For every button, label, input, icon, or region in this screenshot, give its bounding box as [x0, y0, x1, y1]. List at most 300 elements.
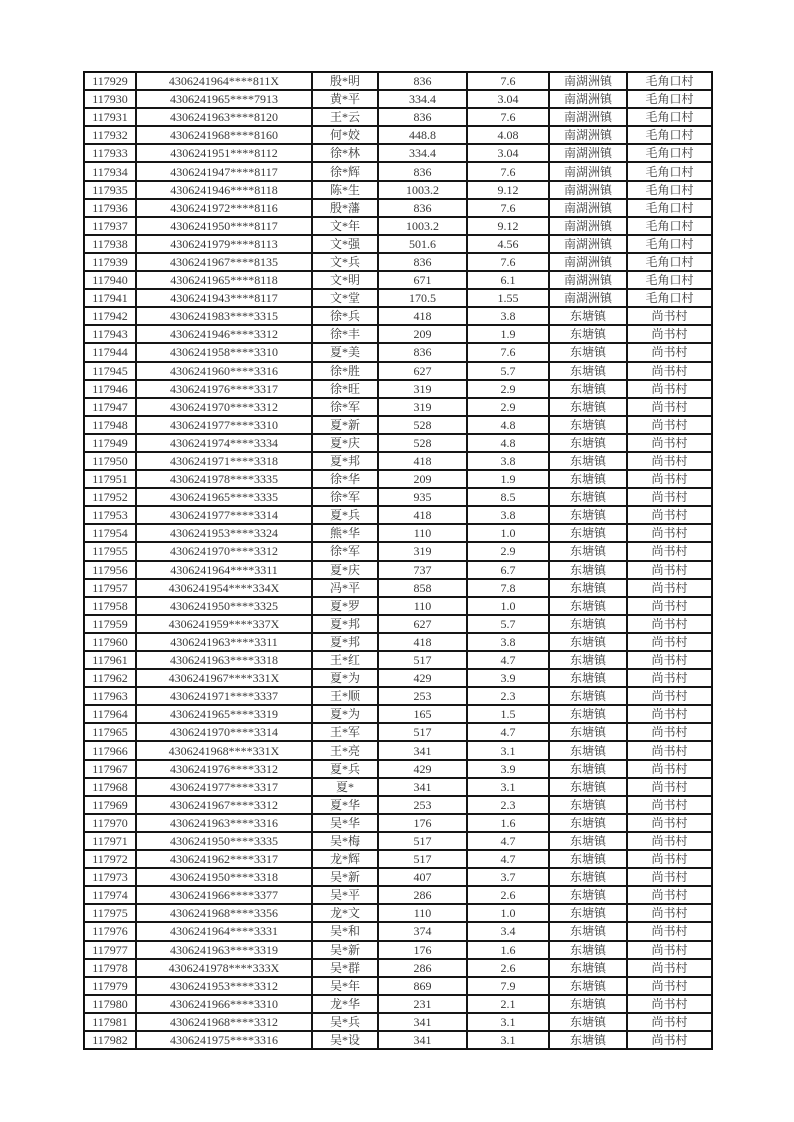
- cell-amount: 231: [378, 995, 467, 1013]
- cell-name: 夏*罗: [312, 597, 378, 615]
- cell-name: 徐*旺: [312, 380, 378, 398]
- cell-town: 东塘镇: [549, 814, 627, 832]
- cell-serial-number: 117931: [84, 108, 136, 126]
- cell-serial-number: 117969: [84, 796, 136, 814]
- cell-area: 8.5: [467, 488, 549, 506]
- cell-name: 徐*辉: [312, 162, 378, 180]
- cell-name: 夏*邦: [312, 452, 378, 470]
- table-row: [84, 126, 712, 144]
- table-row: [84, 597, 712, 615]
- cell-masked-id: 4306241977****3317: [136, 778, 312, 796]
- cell-town: 东塘镇: [549, 651, 627, 669]
- cell-serial-number: 117934: [84, 162, 136, 180]
- cell-serial-number: 117966: [84, 741, 136, 759]
- cell-area: 4.7: [467, 850, 549, 868]
- cell-masked-id: 4306241974****3334: [136, 434, 312, 452]
- table-row: [84, 253, 712, 271]
- cell-serial-number: 117956: [84, 561, 136, 579]
- table-row: [84, 289, 712, 307]
- cell-town: 东塘镇: [549, 868, 627, 886]
- cell-town: 南湖洲镇: [549, 271, 627, 289]
- cell-amount: 501.6: [378, 235, 467, 253]
- cell-village: 毛角口村: [627, 199, 712, 217]
- cell-masked-id: 4306241946****3312: [136, 325, 312, 343]
- cell-town: 东塘镇: [549, 1031, 627, 1049]
- cell-area: 4.56: [467, 235, 549, 253]
- cell-area: 1.55: [467, 289, 549, 307]
- cell-name: 王*顺: [312, 687, 378, 705]
- cell-town: 南湖洲镇: [549, 144, 627, 162]
- cell-name: 殷*藩: [312, 199, 378, 217]
- table-row: [84, 162, 712, 180]
- cell-amount: 858: [378, 579, 467, 597]
- table-row: [84, 850, 712, 868]
- table-row: [84, 72, 712, 90]
- cell-masked-id: 4306241964****811X: [136, 72, 312, 90]
- cell-town: 东塘镇: [549, 362, 627, 380]
- cell-serial-number: 117945: [84, 362, 136, 380]
- cell-name: 文*兵: [312, 253, 378, 271]
- cell-amount: 176: [378, 941, 467, 959]
- cell-masked-id: 4306241958****3310: [136, 343, 312, 361]
- cell-name: 熊*华: [312, 524, 378, 542]
- cell-amount: 528: [378, 416, 467, 434]
- cell-amount: 418: [378, 633, 467, 651]
- cell-area: 7.6: [467, 72, 549, 90]
- cell-masked-id: 4306241967****3312: [136, 796, 312, 814]
- cell-amount: 418: [378, 307, 467, 325]
- cell-name: 王*云: [312, 108, 378, 126]
- cell-serial-number: 117933: [84, 144, 136, 162]
- cell-name: 文*年: [312, 217, 378, 235]
- cell-masked-id: 4306241972****8116: [136, 199, 312, 217]
- cell-town: 东塘镇: [549, 325, 627, 343]
- cell-town: 南湖洲镇: [549, 235, 627, 253]
- cell-town: 东塘镇: [549, 705, 627, 723]
- cell-masked-id: 4306241976****3317: [136, 380, 312, 398]
- cell-village: 尚书村: [627, 868, 712, 886]
- cell-area: 7.6: [467, 253, 549, 271]
- cell-amount: 341: [378, 778, 467, 796]
- cell-amount: 209: [378, 470, 467, 488]
- cell-village: 尚书村: [627, 434, 712, 452]
- cell-name: 夏*庆: [312, 434, 378, 452]
- cell-amount: 448.8: [378, 126, 467, 144]
- cell-masked-id: 4306241959****337X: [136, 615, 312, 633]
- cell-name: 文*堂: [312, 289, 378, 307]
- cell-name: 夏*美: [312, 343, 378, 361]
- table-row: [84, 705, 712, 723]
- cell-town: 东塘镇: [549, 904, 627, 922]
- cell-masked-id: 4306241963****3316: [136, 814, 312, 832]
- table-row: [84, 778, 712, 796]
- cell-village: 尚书村: [627, 488, 712, 506]
- cell-name: 黄*平: [312, 90, 378, 108]
- cell-town: 南湖洲镇: [549, 72, 627, 90]
- table-row: [84, 796, 712, 814]
- cell-masked-id: 4306241976****3312: [136, 760, 312, 778]
- cell-serial-number: 117965: [84, 723, 136, 741]
- cell-serial-number: 117930: [84, 90, 136, 108]
- cell-amount: 165: [378, 705, 467, 723]
- cell-amount: 334.4: [378, 144, 467, 162]
- cell-serial-number: 117946: [84, 380, 136, 398]
- cell-name: 陈*生: [312, 181, 378, 199]
- cell-serial-number: 117939: [84, 253, 136, 271]
- cell-serial-number: 117980: [84, 995, 136, 1013]
- cell-serial-number: 117932: [84, 126, 136, 144]
- cell-amount: 836: [378, 162, 467, 180]
- table-row: [84, 181, 712, 199]
- cell-name: 王*红: [312, 651, 378, 669]
- cell-area: 3.4: [467, 922, 549, 940]
- cell-village: 尚书村: [627, 977, 712, 995]
- cell-amount: 341: [378, 1031, 467, 1049]
- cell-area: 2.9: [467, 380, 549, 398]
- cell-area: 7.6: [467, 162, 549, 180]
- cell-amount: 737: [378, 561, 467, 579]
- cell-name: 吴*群: [312, 959, 378, 977]
- cell-amount: 429: [378, 760, 467, 778]
- cell-town: 东塘镇: [549, 941, 627, 959]
- table-row: [84, 687, 712, 705]
- cell-village: 毛角口村: [627, 90, 712, 108]
- cell-area: 6.1: [467, 271, 549, 289]
- cell-masked-id: 4306241978****333X: [136, 959, 312, 977]
- cell-town: 东塘镇: [549, 922, 627, 940]
- cell-masked-id: 4306241968****331X: [136, 741, 312, 759]
- cell-serial-number: 117957: [84, 579, 136, 597]
- cell-amount: 517: [378, 850, 467, 868]
- cell-masked-id: 4306241968****3356: [136, 904, 312, 922]
- cell-name: 吴*兵: [312, 1013, 378, 1031]
- cell-amount: 1003.2: [378, 181, 467, 199]
- cell-village: 尚书村: [627, 615, 712, 633]
- cell-village: 尚书村: [627, 325, 712, 343]
- cell-village: 尚书村: [627, 669, 712, 687]
- table-row: [84, 904, 712, 922]
- cell-village: 毛角口村: [627, 126, 712, 144]
- cell-amount: 869: [378, 977, 467, 995]
- table-row: [84, 669, 712, 687]
- cell-area: 2.3: [467, 687, 549, 705]
- cell-town: 东塘镇: [549, 343, 627, 361]
- cell-name: 王*亮: [312, 741, 378, 759]
- table-row: [84, 307, 712, 325]
- cell-village: 尚书村: [627, 1031, 712, 1049]
- cell-area: 1.9: [467, 470, 549, 488]
- cell-name: 徐*军: [312, 542, 378, 560]
- cell-village: 尚书村: [627, 832, 712, 850]
- table-row: [84, 615, 712, 633]
- cell-masked-id: 4306241979****8113: [136, 235, 312, 253]
- cell-amount: 627: [378, 615, 467, 633]
- cell-serial-number: 117948: [84, 416, 136, 434]
- cell-village: 尚书村: [627, 633, 712, 651]
- cell-village: 毛角口村: [627, 271, 712, 289]
- cell-amount: 286: [378, 886, 467, 904]
- cell-village: 毛角口村: [627, 162, 712, 180]
- cell-masked-id: 4306241947****8117: [136, 162, 312, 180]
- cell-village: 尚书村: [627, 850, 712, 868]
- table-row: [84, 488, 712, 506]
- cell-amount: 627: [378, 362, 467, 380]
- cell-area: 1.0: [467, 597, 549, 615]
- cell-area: 2.9: [467, 542, 549, 560]
- table-row: [84, 633, 712, 651]
- cell-serial-number: 117935: [84, 181, 136, 199]
- cell-masked-id: 4306241963****8120: [136, 108, 312, 126]
- cell-area: 5.7: [467, 362, 549, 380]
- cell-masked-id: 4306241968****8160: [136, 126, 312, 144]
- cell-serial-number: 117941: [84, 289, 136, 307]
- cell-amount: 836: [378, 343, 467, 361]
- cell-masked-id: 4306241965****8118: [136, 271, 312, 289]
- cell-amount: 253: [378, 687, 467, 705]
- cell-area: 9.12: [467, 181, 549, 199]
- cell-town: 东塘镇: [549, 597, 627, 615]
- cell-name: 吴*年: [312, 977, 378, 995]
- cell-village: 尚书村: [627, 506, 712, 524]
- records-table: [83, 71, 713, 1050]
- cell-amount: 209: [378, 325, 467, 343]
- table-row: [84, 959, 712, 977]
- cell-serial-number: 117955: [84, 542, 136, 560]
- cell-serial-number: 117970: [84, 814, 136, 832]
- cell-village: 尚书村: [627, 760, 712, 778]
- cell-amount: 836: [378, 253, 467, 271]
- cell-village: 尚书村: [627, 343, 712, 361]
- cell-serial-number: 117963: [84, 687, 136, 705]
- cell-village: 毛角口村: [627, 289, 712, 307]
- cell-village: 尚书村: [627, 597, 712, 615]
- cell-town: 东塘镇: [549, 452, 627, 470]
- cell-masked-id: 4306241963****3311: [136, 633, 312, 651]
- cell-name: 夏*兵: [312, 760, 378, 778]
- cell-area: 3.8: [467, 307, 549, 325]
- cell-masked-id: 4306241967****8135: [136, 253, 312, 271]
- table-row: [84, 814, 712, 832]
- cell-town: 东塘镇: [549, 488, 627, 506]
- cell-serial-number: 117959: [84, 615, 136, 633]
- cell-area: 6.7: [467, 561, 549, 579]
- cell-name: 何*姣: [312, 126, 378, 144]
- cell-amount: 429: [378, 669, 467, 687]
- cell-village: 毛角口村: [627, 108, 712, 126]
- cell-masked-id: 4306241953****3312: [136, 977, 312, 995]
- cell-town: 东塘镇: [549, 524, 627, 542]
- cell-masked-id: 4306241946****8118: [136, 181, 312, 199]
- cell-serial-number: 117971: [84, 832, 136, 850]
- cell-village: 尚书村: [627, 524, 712, 542]
- cell-masked-id: 4306241962****3317: [136, 850, 312, 868]
- cell-amount: 319: [378, 542, 467, 560]
- cell-name: 夏*邦: [312, 633, 378, 651]
- table-row: [84, 868, 712, 886]
- cell-name: 徐*华: [312, 470, 378, 488]
- cell-area: 4.7: [467, 651, 549, 669]
- cell-name: 夏*为: [312, 705, 378, 723]
- table-row: [84, 199, 712, 217]
- cell-name: 徐*军: [312, 488, 378, 506]
- cell-area: 1.6: [467, 814, 549, 832]
- table-row: [84, 977, 712, 995]
- cell-masked-id: 4306241950****3318: [136, 868, 312, 886]
- cell-serial-number: 117972: [84, 850, 136, 868]
- cell-town: 东塘镇: [549, 995, 627, 1013]
- cell-town: 南湖洲镇: [549, 253, 627, 271]
- table-row: [84, 506, 712, 524]
- cell-area: 3.9: [467, 669, 549, 687]
- cell-village: 尚书村: [627, 561, 712, 579]
- cell-name: 夏*新: [312, 416, 378, 434]
- cell-area: 7.9: [467, 977, 549, 995]
- cell-area: 4.8: [467, 434, 549, 452]
- cell-serial-number: 117962: [84, 669, 136, 687]
- table-row: [84, 398, 712, 416]
- cell-serial-number: 117938: [84, 235, 136, 253]
- cell-serial-number: 117953: [84, 506, 136, 524]
- table-row: [84, 741, 712, 759]
- cell-town: 东塘镇: [549, 633, 627, 651]
- cell-serial-number: 117950: [84, 452, 136, 470]
- table-row: [84, 524, 712, 542]
- cell-serial-number: 117977: [84, 941, 136, 959]
- cell-area: 2.6: [467, 886, 549, 904]
- cell-name: 吴*和: [312, 922, 378, 940]
- cell-serial-number: 117949: [84, 434, 136, 452]
- table-row: [84, 832, 712, 850]
- cell-amount: 253: [378, 796, 467, 814]
- cell-amount: 517: [378, 832, 467, 850]
- cell-masked-id: 4306241964****3311: [136, 561, 312, 579]
- cell-serial-number: 117981: [84, 1013, 136, 1031]
- cell-masked-id: 4306241967****331X: [136, 669, 312, 687]
- cell-name: 徐*林: [312, 144, 378, 162]
- cell-name: 夏*庆: [312, 561, 378, 579]
- cell-village: 尚书村: [627, 886, 712, 904]
- cell-town: 东塘镇: [549, 760, 627, 778]
- cell-serial-number: 117929: [84, 72, 136, 90]
- cell-amount: 407: [378, 868, 467, 886]
- cell-village: 尚书村: [627, 796, 712, 814]
- cell-town: 东塘镇: [549, 506, 627, 524]
- cell-area: 3.8: [467, 633, 549, 651]
- cell-masked-id: 4306241950****8117: [136, 217, 312, 235]
- table-row: [84, 362, 712, 380]
- cell-area: 3.9: [467, 760, 549, 778]
- cell-masked-id: 4306241971****3318: [136, 452, 312, 470]
- cell-serial-number: 117968: [84, 778, 136, 796]
- cell-name: 王*军: [312, 723, 378, 741]
- cell-name: 夏*邦: [312, 615, 378, 633]
- cell-serial-number: 117943: [84, 325, 136, 343]
- cell-area: 3.8: [467, 506, 549, 524]
- table-row: [84, 886, 712, 904]
- cell-name: 文*明: [312, 271, 378, 289]
- cell-town: 东塘镇: [549, 832, 627, 850]
- cell-name: 吴*新: [312, 868, 378, 886]
- cell-name: 文*强: [312, 235, 378, 253]
- cell-masked-id: 4306241970****3312: [136, 398, 312, 416]
- cell-amount: 110: [378, 597, 467, 615]
- cell-town: 南湖洲镇: [549, 289, 627, 307]
- cell-village: 尚书村: [627, 778, 712, 796]
- table-row: [84, 542, 712, 560]
- table-row: [84, 995, 712, 1013]
- cell-town: 东塘镇: [549, 959, 627, 977]
- cell-name: 殷*明: [312, 72, 378, 90]
- cell-area: 1.9: [467, 325, 549, 343]
- table-row: [84, 941, 712, 959]
- cell-name: 冯*平: [312, 579, 378, 597]
- cell-town: 东塘镇: [549, 380, 627, 398]
- cell-town: 南湖洲镇: [549, 90, 627, 108]
- cell-town: 东塘镇: [549, 398, 627, 416]
- cell-masked-id: 4306241968****3312: [136, 1013, 312, 1031]
- cell-area: 4.7: [467, 832, 549, 850]
- cell-masked-id: 4306241954****334X: [136, 579, 312, 597]
- cell-village: 尚书村: [627, 470, 712, 488]
- table-body: [84, 72, 712, 1049]
- cell-amount: 1003.2: [378, 217, 467, 235]
- cell-town: 东塘镇: [549, 579, 627, 597]
- cell-town: 东塘镇: [549, 886, 627, 904]
- cell-area: 2.9: [467, 398, 549, 416]
- table-row: [84, 217, 712, 235]
- cell-town: 东塘镇: [549, 741, 627, 759]
- cell-serial-number: 117967: [84, 760, 136, 778]
- cell-name: 徐*兵: [312, 307, 378, 325]
- cell-name: 吴*梅: [312, 832, 378, 850]
- cell-masked-id: 4306241943****8117: [136, 289, 312, 307]
- cell-amount: 110: [378, 904, 467, 922]
- cell-village: 毛角口村: [627, 144, 712, 162]
- cell-amount: 418: [378, 452, 467, 470]
- cell-village: 尚书村: [627, 941, 712, 959]
- cell-amount: 176: [378, 814, 467, 832]
- cell-village: 尚书村: [627, 995, 712, 1013]
- table-row: [84, 651, 712, 669]
- cell-area: 7.8: [467, 579, 549, 597]
- cell-name: 吴*平: [312, 886, 378, 904]
- table-row: [84, 144, 712, 162]
- cell-village: 尚书村: [627, 741, 712, 759]
- table-row: [84, 416, 712, 434]
- cell-town: 东塘镇: [549, 669, 627, 687]
- cell-area: 9.12: [467, 217, 549, 235]
- table-row: [84, 271, 712, 289]
- cell-village: 尚书村: [627, 922, 712, 940]
- cell-area: 7.6: [467, 343, 549, 361]
- table-row: [84, 922, 712, 940]
- cell-village: 尚书村: [627, 1013, 712, 1031]
- cell-area: 1.5: [467, 705, 549, 723]
- cell-serial-number: 117952: [84, 488, 136, 506]
- cell-town: 东塘镇: [549, 416, 627, 434]
- table-row: [84, 1031, 712, 1049]
- cell-village: 尚书村: [627, 579, 712, 597]
- cell-name: 徐*胜: [312, 362, 378, 380]
- cell-amount: 671: [378, 271, 467, 289]
- cell-masked-id: 4306241965****3335: [136, 488, 312, 506]
- cell-amount: 341: [378, 741, 467, 759]
- cell-area: 3.8: [467, 452, 549, 470]
- cell-area: 2.6: [467, 959, 549, 977]
- cell-amount: 517: [378, 651, 467, 669]
- table-row: [84, 108, 712, 126]
- table-row: [84, 434, 712, 452]
